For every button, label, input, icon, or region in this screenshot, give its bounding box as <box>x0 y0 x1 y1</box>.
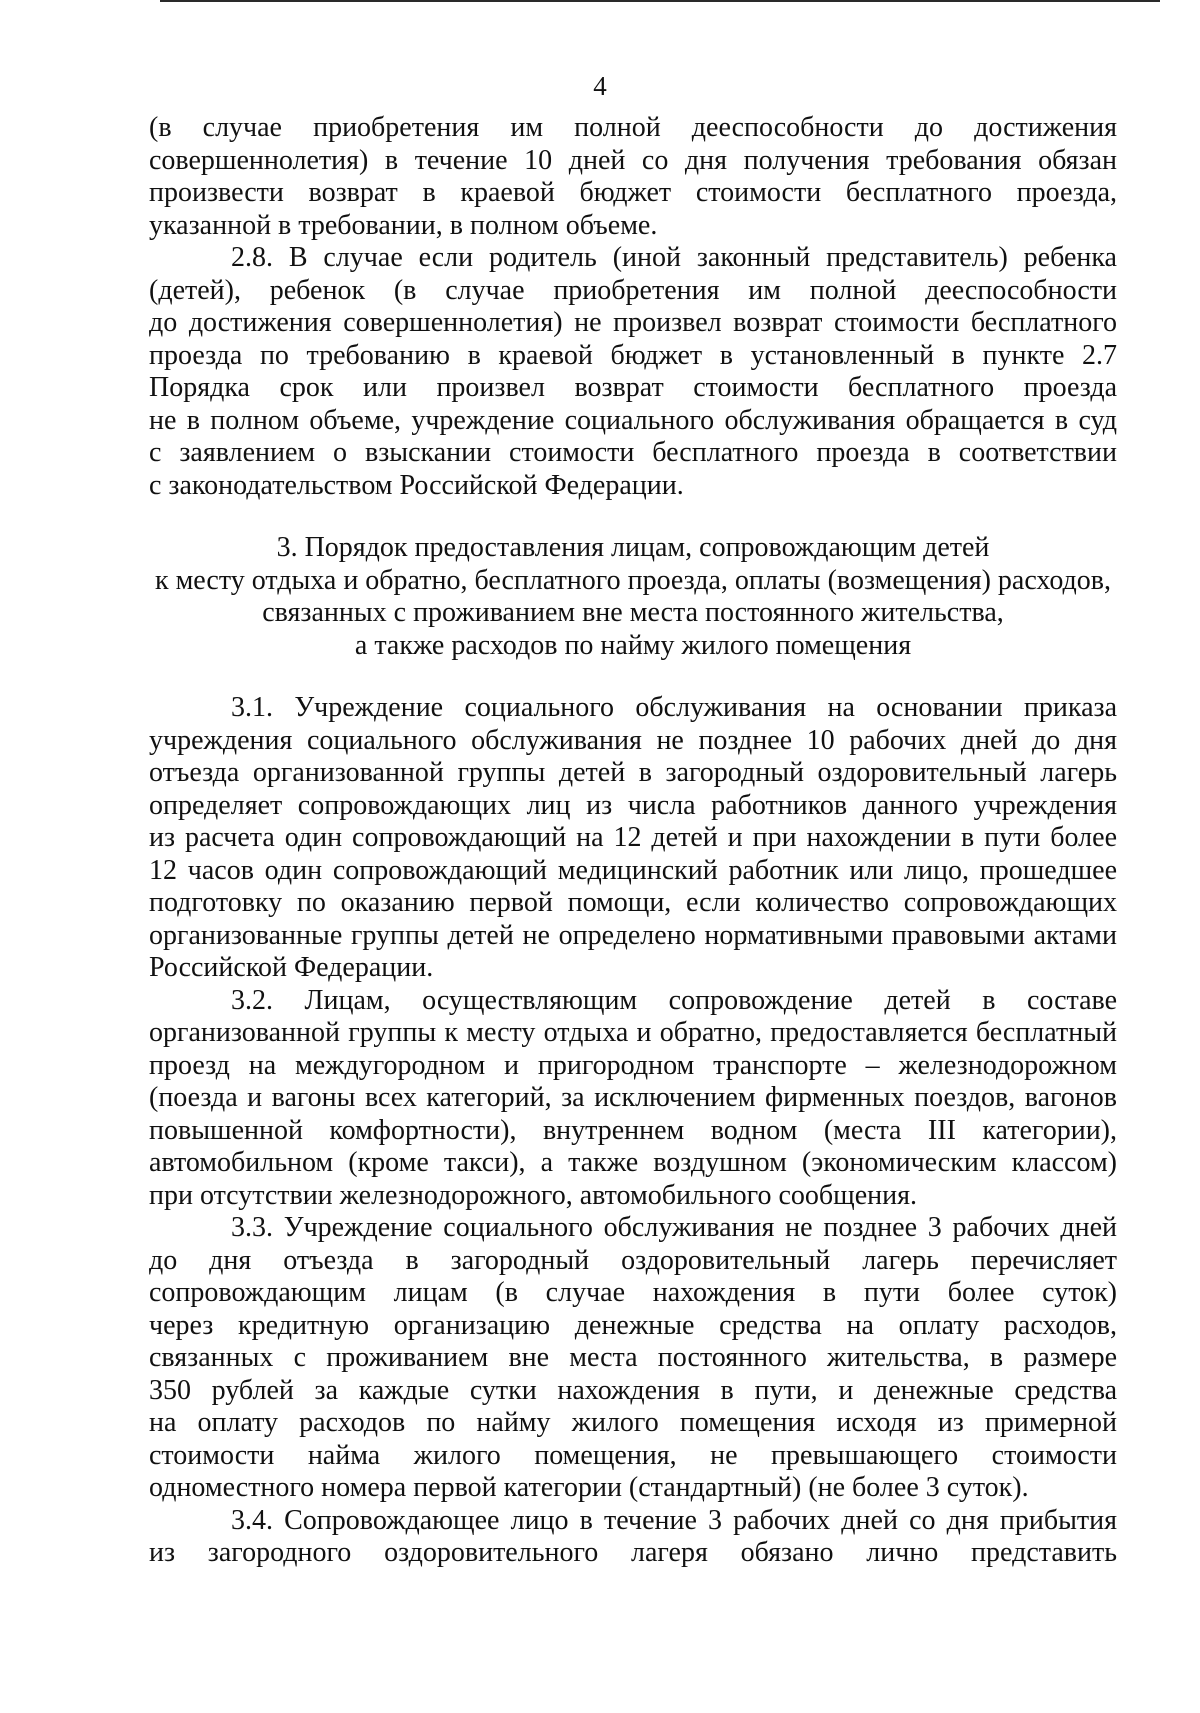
clause-3-2 <box>149 985 1117 1213</box>
text-line: подготовку по оказанию первой помощи, если количество сопровождающих <box>149 887 1117 918</box>
text-line: организованные группы детей не определено нормативными правовыми актами <box>149 919 1117 951</box>
heading-line: связанных с проживанием вне места постоянного жительства, <box>262 597 1004 628</box>
text-line: с законодательством Российской Федерации. <box>149 469 684 501</box>
text-line: (поезда и вагоны всех категорий, за исключением фирменных поездов, вагонов <box>149 1082 1117 1113</box>
clause-3-4 <box>149 1505 1117 1570</box>
text-line: из расчета один сопровождающий на 12 детей и при нахождении в пути более <box>149 822 1117 853</box>
page-number: 4 <box>593 71 607 101</box>
paragraph-continuation <box>149 112 1117 242</box>
heading-line: а также расходов по найму жилого помещения <box>354 629 912 661</box>
text-line: Российской Федерации. <box>149 952 434 983</box>
text-line: организованной группы к месту отдыха и обратно, предоставляется бесплатный <box>149 1017 1117 1048</box>
text-line: 3.3. Учреждение социального обслуживания не позднее 3 рабочих дней <box>231 1212 1117 1243</box>
text-line: 350 рублей за каждые сутки нахождения в пути, и денежные средства <box>149 1374 1117 1406</box>
text-line: 3.2. Лицам, осуществляющим сопровождение детей в составе <box>231 984 1117 1016</box>
scan-edge-line <box>160 0 1160 2</box>
text-line: через кредитную организацию денежные средства на оплату расходов, <box>149 1309 1117 1341</box>
text-line: стоимости найма жилого помещения, не превышающего стоимости <box>149 1439 1117 1471</box>
section-3-heading <box>149 532 1117 662</box>
text-line: Порядка срок или произвел возврат стоимости бесплатного проезда <box>149 372 1117 403</box>
text-line: сопровождающим лицам (в случае нахождения в пути более суток) <box>149 1277 1117 1308</box>
text-line: проезд на междугородном и пригородном транспорте – железнодорожном <box>149 1049 1117 1081</box>
text-line: 12 часов один сопровождающий медицинский работник или лицо, прошедшее <box>149 854 1117 886</box>
text-line: из загородного оздоровительного лагеря обязано лично представить <box>149 1537 1117 1568</box>
clause-3-3 <box>149 1212 1117 1505</box>
text-line: 3.4. Сопровождающее лицо в течение 3 рабочих дней со дня прибытия <box>231 1504 1117 1536</box>
text-line: произвести возврат в краевой бюджет стоимости бесплатного проезда, <box>149 177 1117 208</box>
text-line: отъезда организованной группы детей в загородный оздоровительный лагерь <box>149 757 1117 788</box>
heading-line: к месту отдыха и обратно, бесплатного проезда, оплаты (возмещения) расходов, <box>154 564 1112 596</box>
text-line: связанных с проживанием вне места постоянного жительства, в размере <box>149 1342 1117 1373</box>
text-line: до дня отъезда в загородный оздоровительный лагерь перечисляет <box>149 1244 1117 1276</box>
text-line: одноместного номера первой категории (стандартный) (не более 3 суток). <box>149 1472 1029 1503</box>
text-line: совершеннолетия) в течение 10 дней со дня получения требования обязан <box>149 144 1117 176</box>
text-line: определяет сопровождающих лиц из числа работников данного учреждения <box>149 789 1117 821</box>
text-line: не в полном объеме, учреждение социального обслуживания обращается в суд <box>149 404 1117 436</box>
text-line: при отсутствии железнодорожного, автомобильного сообщения. <box>149 1179 917 1211</box>
text-line: автомобильном (кроме такси), а также воздушном (экономическим классом) <box>149 1147 1117 1178</box>
text-line: (детей), ребенок (в случае приобретения им полной дееспособности <box>149 274 1117 306</box>
text-line: с заявлением о взыскании стоимости бесплатного проезда в соответствии <box>149 437 1117 468</box>
text-line: на оплату расходов по найму жилого помещения исходя из примерной <box>149 1407 1117 1438</box>
clause-2-8 <box>149 242 1117 502</box>
text-line: 2.8. В случае если родитель (иной законный представитель) ребенка <box>231 242 1117 273</box>
heading-line: 3. Порядок предоставления лицам, сопровождающим детей <box>276 532 990 563</box>
text-line: учреждения социального обслуживания не позднее 10 рабочих дней до дня <box>149 724 1117 756</box>
text-line: повышенной комфортности), внутреннем водном (места III категории), <box>149 1114 1117 1146</box>
document-body <box>149 112 1117 1570</box>
text-line: (в случае приобретения им полной дееспособности до достижения <box>149 112 1117 143</box>
text-line: указанной в требовании, в полном объеме. <box>149 209 658 241</box>
text-line: проезда по требованию в краевой бюджет в установленный в пункте 2.7 <box>149 339 1117 371</box>
text-line: до достижения совершеннолетия) не произвел возврат стоимости бесплатного <box>149 307 1117 338</box>
text-line: 3.1. Учреждение социального обслуживания на основании приказа <box>231 692 1117 723</box>
clause-3-1 <box>149 692 1117 985</box>
